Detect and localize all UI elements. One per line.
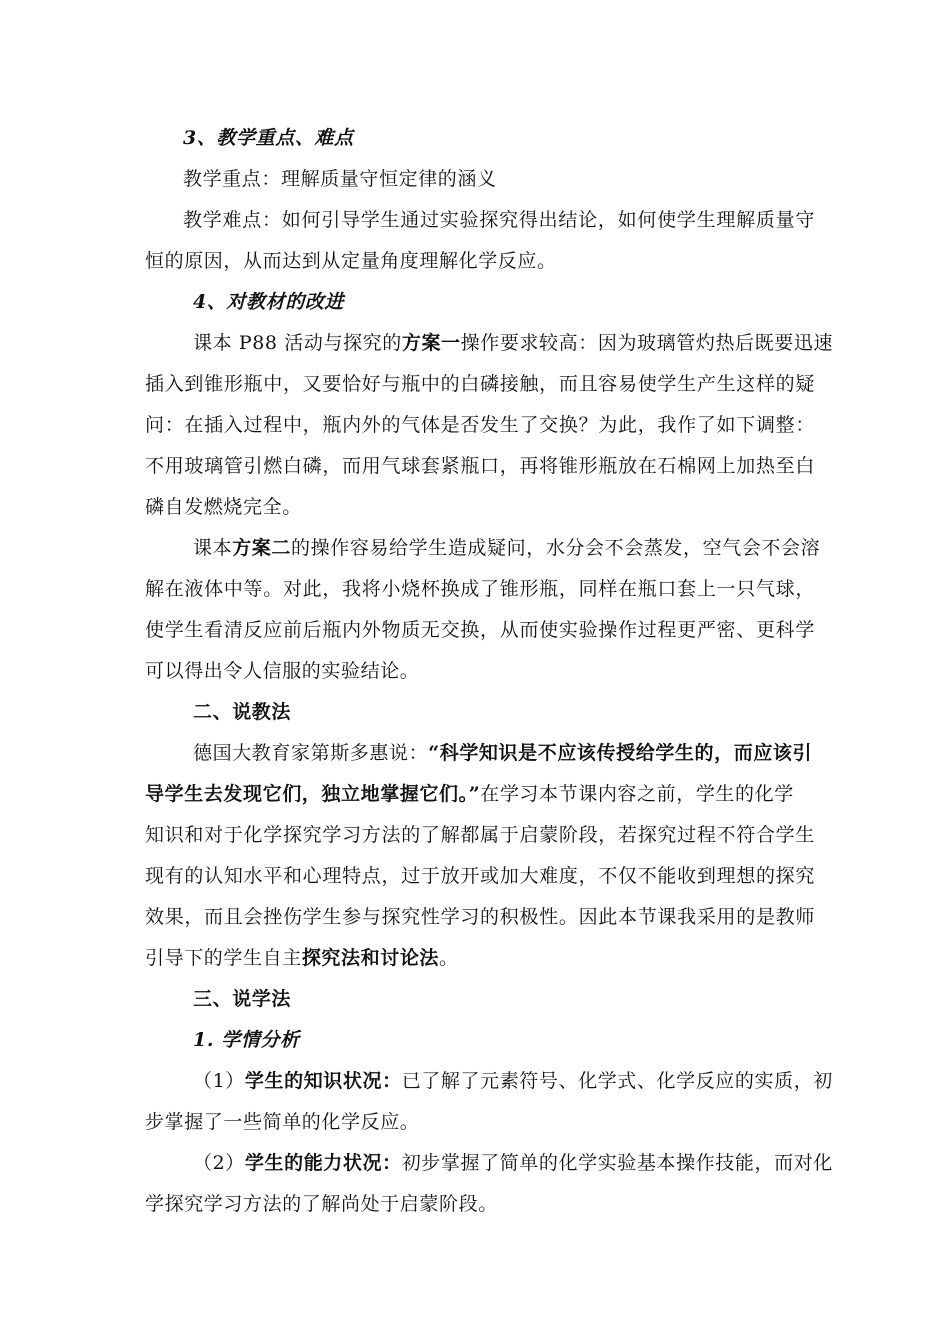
bold-term: 探究法和讨论法 — [301, 947, 440, 969]
paragraph-line — [145, 1061, 833, 1102]
plain-text: 德国大教育家第斯多惠说： — [193, 742, 429, 764]
bold-term: 学生的能力状况： — [244, 1152, 402, 1174]
paragraph-line — [145, 938, 815, 979]
section-heading-learning-method: 三、说学法 — [193, 988, 292, 1010]
paragraph-line: 学探究学习方法的了解尚处于启蒙阶段。 — [145, 1193, 498, 1215]
paragraph-line: 可以得出令人信服的实验结论。 — [145, 660, 420, 682]
difficulty-text-line: 教学难点：如何引导学生通过实验探究得出结论，如何使学生理解质量守 — [183, 209, 815, 231]
paragraph-line: 插入到锥形瓶中，又要恰好与瓶中的白磷接触，而且容易使学生产生这样的疑 — [145, 373, 815, 395]
paragraph-line: 磷自发燃烧完全。 — [145, 496, 302, 518]
plain-text: （1） — [193, 1070, 245, 1092]
plain-text: 课本 — [193, 537, 233, 559]
paragraph-line: 问：在插入过程中，瓶内外的气体是否发生了交换？为此，我作了如下调整： — [145, 414, 815, 436]
plain-text: 课本 P88 活动与探究的 — [193, 332, 402, 354]
paragraph-line: 使学生看清反应前后瓶内外物质无交换，从而使实验操作过程更严密、更科学 — [145, 619, 815, 641]
paragraph-line: 现有的认知水平和心理特点，过于放开或加大难度，不仅不能收到理想的探究 — [145, 865, 815, 887]
paragraph-line: 不用玻璃管引燃白磷，而用气球套紧瓶口，再将锥形瓶放在石棉网上加热至白 — [145, 455, 815, 477]
paragraph-line — [145, 1143, 833, 1184]
section-heading-key-points: 3、教学重点、难点 — [183, 127, 354, 149]
paragraph-line — [145, 528, 821, 569]
plain-text: 已了解了元素符号、化学式、化学反应的实质，初 — [401, 1070, 833, 1092]
paragraph-line — [145, 323, 834, 364]
bold-quote: 导学生去发现它们，独立地掌握它们。” — [145, 783, 481, 805]
section-heading-teaching-method: 二、说教法 — [193, 701, 292, 723]
difficulty-text-line: 恒的原因，从而达到从定量角度理解化学反应。 — [145, 250, 557, 272]
paragraph-line: 效果，而且会挫伤学生参与探究性学习的积极性。因此本节课我采用的是教师 — [145, 906, 815, 928]
plain-text: 。 — [439, 947, 459, 969]
plain-text: （2） — [193, 1152, 245, 1174]
document-page — [145, 118, 834, 1225]
paragraph-line: 知识和对于化学探究学习方法的了解都属于启蒙阶段，若探究过程不符合学生 — [145, 824, 815, 846]
plain-text: 初步掌握了简单的化学实验基本操作技能，而对化 — [401, 1152, 833, 1174]
plain-text: 操作要求较高：因为玻璃管灼热后既要迅速 — [460, 332, 834, 354]
section-heading-textbook-improvement: 4、对教材的改进 — [193, 291, 345, 313]
plain-text: 在学习本节课内容之前，学生的化学 — [480, 783, 794, 805]
paragraph-line: 步掌握了一些简单的化学反应。 — [145, 1111, 420, 1133]
bold-term: 方案一 — [401, 332, 461, 354]
bold-term: 学生的知识状况： — [244, 1070, 402, 1092]
paragraph-line: 解在液体中等。对此，我将小烧杯换成了锥形瓶，同样在瓶口套上一只气球， — [145, 578, 815, 600]
plain-text: 的操作容易给学生造成疑问，水分会不会蒸发，空气会不会溶 — [291, 537, 821, 559]
paragraph-line — [145, 733, 815, 774]
plain-text: 引导下的学生自主 — [145, 947, 302, 969]
key-point-text: 教学重点：理解质量守恒定律的涵义 — [183, 168, 497, 190]
bold-quote: “科学知识是不应该传授给学生的，而应该引 — [428, 742, 813, 764]
sub-heading-student-analysis: 1. 学情分析 — [193, 1029, 300, 1051]
paragraph-line — [145, 774, 815, 815]
bold-term: 方案二 — [232, 537, 292, 559]
